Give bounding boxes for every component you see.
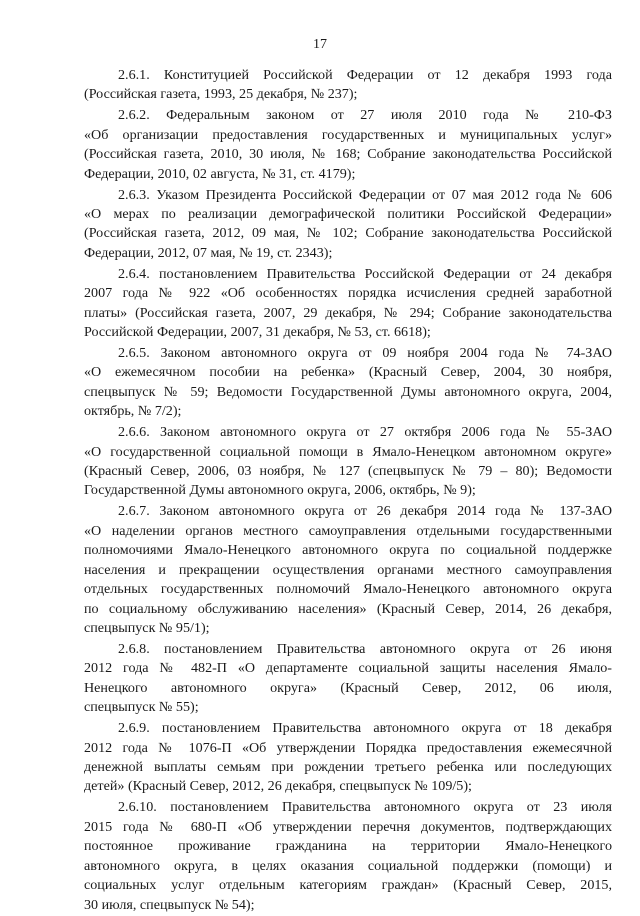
- paragraph-line: «О государственной социальной помощи в Ямало-Ненецком автономном округе»: [84, 443, 612, 460]
- page-number: 17: [313, 37, 327, 52]
- paragraph-item-9: [84, 719, 612, 797]
- paragraph-line: отдельных государственных полномочий Ямало-Ненецкого автономного округа: [84, 581, 612, 598]
- paragraph-line: Государственной Думы автономного округа, 2006, октябрь, № 9);: [84, 482, 476, 499]
- paragraph-line: 2.6.5. Законом автономного округа от 09 ноября 2004 года № 74-ЗАО: [118, 344, 612, 361]
- paragraph-line: Ненецкого автономного округа» (Красный Север, 2012, 06 июля,: [84, 679, 612, 696]
- paragraph-line: (Красный Север, 2006, 03 ноября, № 127 (спецвыпуск № 79 – 80); Ведомости: [84, 463, 612, 480]
- paragraph-item-7: [84, 502, 612, 638]
- paragraph-line: «О ежемесячном пособии на ребенка» (Красный Север, 2004, 30 ноября,: [84, 364, 612, 381]
- paragraph-line: Российской Федерации, 2007, 31 декабря, № 53, ст. 6618);: [84, 324, 431, 341]
- paragraph-line: «О мерах по реализации демографической политики Российской Федерации»: [84, 205, 612, 222]
- paragraph-line: 2012 года № 1076-П «Об утверждении Порядка предоставления ежемесячной: [84, 739, 612, 756]
- paragraph-line: 2.6.6. Законом автономного округа от 27 октября 2006 года № 55-ЗАО: [118, 424, 612, 441]
- paragraph-line: 2.6.4. постановлением Правительства Российской Федерации от 24 декабря: [118, 265, 612, 282]
- paragraph-line: 30 июля, спецвыпуск № 54);: [84, 896, 255, 913]
- paragraph-line: полномочиями Ямало-Ненецкого автономного округа по социальной поддержке: [84, 542, 612, 559]
- paragraph-item-3: [84, 186, 612, 264]
- paragraph-item-2: [84, 106, 612, 184]
- paragraph-line: «Об организации предоставления государственных и муниципальных услуг»: [84, 126, 612, 143]
- paragraph-line: спецвыпуск № 59; Ведомости Государственной Думы автономного округа, 2004,: [84, 383, 612, 400]
- paragraph-line: населения и прекращении осуществления органами местного самоуправления: [84, 561, 612, 578]
- paragraph-line: детей» (Красный Север, 2012, 26 декабря, спецвыпуск № 109/5);: [84, 778, 472, 795]
- paragraph-line: спецвыпуск № 55);: [84, 699, 199, 716]
- paragraph-line: платы» (Российская газета, 2007, 29 декабря, № 294; Собрание законодательства: [84, 304, 612, 321]
- paragraph-line: денежной выплаты семьям при рождении третьего ребенка или последующих: [84, 758, 612, 775]
- paragraph-line: (Российская газета, 2012, 09 мая, № 102; Собрание законодательства Российской: [84, 225, 612, 242]
- paragraph-line: 2007 года № 922 «Об особенностях порядка исчисления средней заработной: [84, 285, 612, 302]
- paragraph-line: 2.6.9. постановлением Правительства автономного округа от 18 декабря: [118, 720, 612, 737]
- paragraph-line: спецвыпуск № 95/1);: [84, 620, 210, 637]
- paragraph-line: (Российская газета, 1993, 25 декабря, № 237);: [84, 86, 358, 103]
- paragraph-line: Федерации, 2010, 02 августа, № 31, ст. 4179);: [84, 165, 356, 182]
- paragraph-line: по социальному обслуживанию населения» (Красный Север, 2014, 26 декабря,: [84, 600, 612, 617]
- paragraph-item-5: [84, 344, 612, 422]
- paragraph-line: 2.6.10. постановлением Правительства автономного округа от 23 июля: [118, 799, 612, 816]
- document-body: [84, 66, 612, 916]
- paragraph-line: 2.6.1. Конституцией Российской Федерации от 12 декабря 1993 года: [118, 67, 612, 83]
- paragraph-line: 2012 года № 482-П «О департаменте социальной защиты населения Ямало-: [84, 660, 612, 677]
- paragraph-line: постоянное проживание гражданина на территории Ямало-Ненецкого: [84, 838, 612, 855]
- paragraph-line: 2.6.7. Законом автономного округа от 26 декабря 2014 года № 137-ЗАО: [118, 503, 612, 520]
- paragraph-line: социальных услуг отдельным категориям граждан» (Красный Север, 2015,: [84, 877, 612, 894]
- paragraph-item-1: [84, 66, 612, 105]
- paragraph-item-6: [84, 423, 612, 501]
- paragraph-line: (Российская газета, 2010, 30 июля, № 168; Собрание законодательства Российской: [84, 146, 612, 163]
- paragraph-item-8: [84, 640, 612, 718]
- paragraph-line: «О наделении органов местного самоуправления отдельными государственными: [84, 522, 612, 539]
- paragraph-line: автономного округа, в целях оказания социальной поддержки (помощи) и: [84, 857, 612, 874]
- paragraph-line: 2015 года № 680-П «Об утверждении перечня документов, подтверждающих: [84, 818, 612, 835]
- paragraph-item-4: [84, 265, 612, 343]
- paragraph-line: Федерации, 2012, 07 мая, № 19, ст. 2343);: [84, 244, 333, 261]
- paragraph-line: октябрь, № 7/2);: [84, 403, 182, 420]
- paragraph-line: 2.6.8. постановлением Правительства автономного округа от 26 июня: [118, 640, 612, 657]
- paragraph-line: 2.6.2. Федеральным законом от 27 июля 2010 года № 210-ФЗ: [118, 107, 612, 124]
- paragraph-item-10: [84, 798, 612, 915]
- paragraph-line: 2.6.3. Указом Президента Российской Федерации от 07 мая 2012 года № 606: [118, 186, 612, 203]
